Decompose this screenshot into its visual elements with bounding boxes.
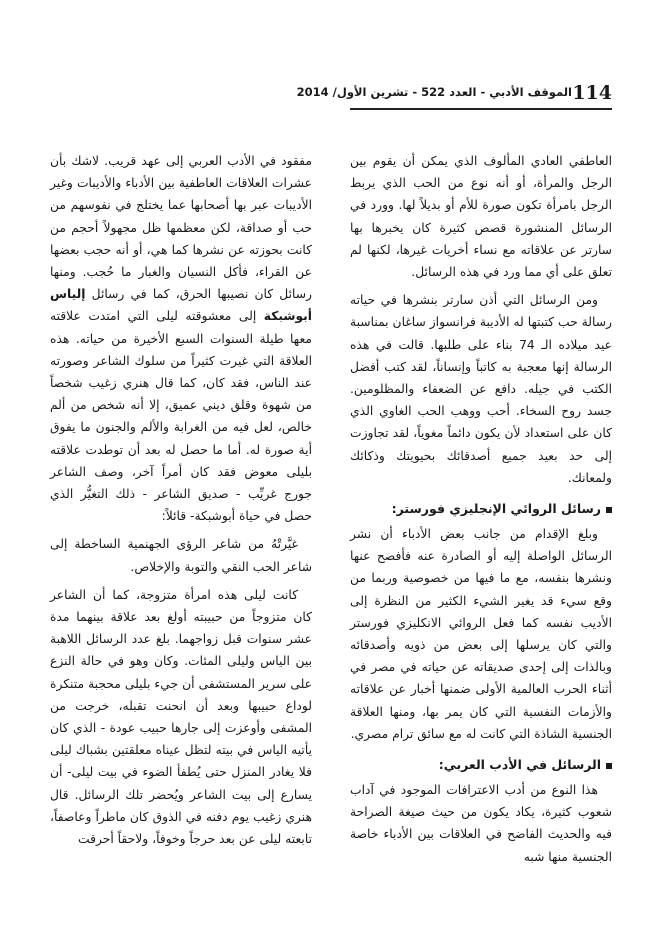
- page-header: [296, 80, 612, 108]
- section-heading-text: الرسائل في الأدب العربي:: [438, 757, 601, 773]
- poet-name: إلياس أبوشبكة: [50, 287, 312, 324]
- paragraph-text: مفقود في الأدب العربي إلى عهد قريب. لاشك بأن عشرات العلاقات العاطفية بين الأدباء والأديبات وغير الأديبات عبر بها أصحابها عما يختلج في نفوسهم من حب أو صداقة، لكن معظمها ظل مجهولاً أحجم من كانت بحوزته عن نشرها كما هي، أو أنه حجب بعضها عن القراء، فأكل النسيان والغبار ما حُجب. ومنها رسائل كان نصيبها الحرق، كما في رسائل: [50, 154, 312, 302]
- paragraph: العاطفي العادي المألوف الذي يمكن أن يقوم بين الرجل والمرأة، أو أنه نوع من الحب الذي يربط الرجل بامرأة تكون صورة للأم أو بديلاً لها. وورد في الرسائل المنشورة قصص كثيرة كان يخبرها بها سارتر عن علاقاته مع نساء أخريات غيرها، لكنها لم تعلق على أي مما ورد في هذه الرسائل.: [350, 154, 612, 280]
- page-number: 114: [572, 82, 612, 104]
- section-heading: [350, 499, 612, 519]
- paragraph-text: إلى معشوقته ليلى التي امتدت علاقته معها طيلة السنوات السبع الأخيرة من حياته. هذه العلاقة التي غيرت كثيراً من سلوك الشاعر وصورته عند الناس، فقد كان، كما قال هنري زغيب شخصاً من شهوة وقلق ديني عميق، إلا أنه شخص من ألم خالص، لعل فيه من الغرابة والألم والجنون ما يفوق أية صورة له. أما ما حصل له بعد أن توطدت علاقته بليلى معوض فقد كان أمراً آخر، وصف الشاعر جورج غريِّب - صديق الشاعر - ذلك التغيُّر الذي حصل في حياة أبوشبكة- قائلاً:: [50, 309, 312, 524]
- paragraph: هذا النوع من أدب الاعترافات الموجود في آداب شعوب كثيرة، يكاد يكون من حيث صيغة الصراحة فيه والحديث الفاضح في العلاقات بين الأدباء خاصة الجنسية منها شبه: [350, 783, 612, 864]
- bullet-square-icon: [606, 507, 612, 513]
- left-column: [50, 150, 312, 850]
- quote-paragraph: غيَّرتْهُ من شاعر الرؤى الجهنمية الساخطة إلى شاعر الحب النقي والتوبة والإخلاص.: [50, 537, 312, 574]
- paragraph: ومن الرسائل التي أذن سارتر بنشرها في حياته رسالة حب كتبتها له الأديبة فرانسواز ساغان بمناسبة عيد ميلاده الـ 74 بناء على طلبها. قالت في هذه الرسالة إنها معجبة به كاتباً وإنساناً، لقد كتب أفضل الكتب في جيله. دافع عن الضعفاء والمظلومين. جسد روح السخاء. أحب ووهب الحب الغاوي الذي كان على استعداد لأن يكون دائماً مغوياً، لقد تجاوزت إلى حد بعيد جميع أصدقائك بحيويتك وذكائك ولمعانك.: [350, 293, 612, 485]
- running-head: الموقف الأدبي - العدد 522 - تشرين الأول/ 2014: [296, 85, 572, 99]
- header-rule: [350, 108, 612, 110]
- paragraph: كانت ليلى هذه امرأة متزوجة، كما أن الشاعر كان متزوجاً من حبيبته أولغ بعد علاقة بينهما مدة عشر سنوات قبل زواجهما. بلغ عدد الرسائل اللاهبة بين الياس وليلى المئات. وكان وهو في حالة النزع على سرير المستشفى أن جيء بليلى محجبة متنكرة لوداع حبيبها وبعد أن انحنت تقبله، خرجت من المشفى وأوعزت إلى جارها حبيب عودة - الذي كان يأتيه الياس في بيته لتظل عيناه معلقتين بشباك ليلى فلا يغادر المنزل حتى يُطفأ الضوء في بيت ليلى- أن يسارع إلى بيت الشاعر ويُحضر تلك الرسائل. قال هنري زغيب يوم دفنه في الذوق كان ماطراً وعاصفاً، تابعته ليلى عن بعد حرجاً وخوفاً، ولاحقاً أحرقت: [50, 587, 312, 847]
- paragraph: وبلغ الإقدام من جانب بعض الأدباء أن نشر الرسائل الواصلة إليه أو الصادرة عنه فأفصح عنها ونشرها بنفسه، مع ما فيها من خصوصية وربما من وقع سيء قد يغير الشيء الكثير من النظرة إلى الأديب نفسه كما فعل الروائي الانكليزي فورستر والتي كان يرسلها إلى بعض من ذويه وأصدقائه وبالذات إلى إحدى صديقاته عن حياته في مصر في أثناء الحرب العالمية الأولى ضمنها أخبار عن علاقاته والأزمات النفسية التي كان يمر بها، ومنها العلاقة الجنسية الشاذة التي كانت له مع سائق ترام مصري.: [350, 527, 612, 741]
- section-heading-text: رسائل الروائي الإنجليزي فورستر:: [391, 501, 601, 517]
- paragraph: [50, 150, 312, 527]
- right-column: [350, 150, 612, 868]
- bullet-square-icon: [606, 763, 612, 769]
- section-heading: [350, 755, 612, 775]
